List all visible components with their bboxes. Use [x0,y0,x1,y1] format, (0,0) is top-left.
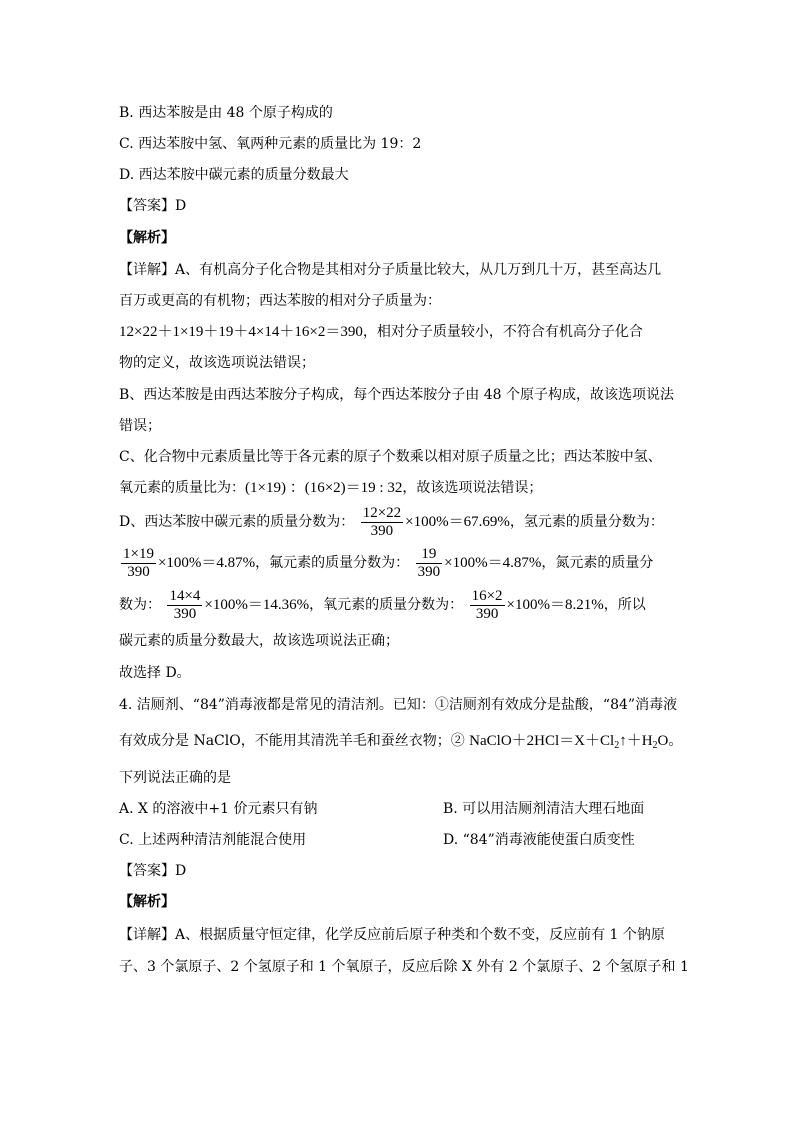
q3-answer: 【答案】D [119,198,187,214]
q3-detail-b-line1: B、西达苯胺是由西达苯胺分子构成，每个西达苯胺分子由 48 个原子构成，故该选项说法 [119,387,675,403]
q4-option-c: C. 上述两种清洁剂能混合使用 [119,832,307,848]
q3-detail-a-line2: 百万或更高的有机物；西达苯胺的相对分子质量为： [119,293,441,309]
q3-detail-d-conclusion: 碳元素的质量分数最大，故该选项说法正确； [119,633,399,649]
q4-stem-line3: 下列说法正确的是 [119,770,231,786]
q3-detail-d-line2: $\frac{1\times 19}{390}$ ×100%＝4.87%，氟元素的质量分数为： $\frac{19}{390}$ ×100%＝4.87%，氮元素的质量分 [123,545,654,580]
q3-detail-d-line3: 数为： $\frac{14\times 4}{390}$ ×100%＝14.36%，氧元素的质量分数为： $\frac{16\times 2}{390}$ ×100%＝8.21%，所以 [119,587,646,622]
q4-detail-line2: 子、3 个氯原子、2 个氢原子和 1 个氧原子，反应后除 X 外有 2 个氯原子、2 个氢原子和 1 [119,959,689,975]
q3-detail-c-line2: 氧元素的质量比为：(1×19) ：(16×2)＝19 : 32，故该选项说法错误； [119,480,543,496]
q3-detail-c-line1: C、化合物中元素质量比等于各元素的原子个数乘以相对原子质量之比；西达苯胺中氢、 [119,449,662,465]
q4-option-b: B. 可以用洁厕剂清洁大理石地面 [443,801,645,817]
oxygen-fraction: $\frac{16\times 2}{390}$ [471,587,503,622]
q3-option-b: B. 西达苯胺是由 48 个原子构成的 [119,105,333,121]
q3-option-c: C. 西达苯胺中氢、氧两种元素的质量比为 19：2 [119,136,422,152]
q3-detail-b-line2: 错误； [119,418,161,434]
q3-detail-d-line1: D、西达苯胺中碳元素的质量分数为： $\frac{12\times 22}{390}$ ×100%＝67.69%，氢元素的质量分数为： [119,504,664,539]
q3-detail-a-line4: 物的定义，故该选项说法错误； [119,355,315,371]
molar-mass-formula: 12×22＋1×19＋19＋4×14＋16×2＝390 [119,324,363,340]
q4-option-d: D. “84”消毒液能使蛋白质变性 [443,832,635,848]
fluorine-fraction: $\frac{19}{390}$ [417,545,441,580]
chemical-equation: $NaClO+2HCl=X+Cl_2↑+H_2O$ [469,733,669,751]
q3-choose: 故选择 D。 [119,665,191,681]
q4-stem-line2: 有效成分是 NaClO，不能用其清洗羊毛和蚕丝衣物；② $NaClO+2HCl=X+Cl_2↑+H_2O$。 [119,733,683,751]
q4-option-a: A. X 的溶液中+1 价元素只有钠 [119,801,318,817]
q4-answer: 【答案】D [119,863,187,879]
mass-ratio-formula: (1×19) ：(16×2)＝19 : 32 [245,480,403,496]
nitrogen-fraction: $\frac{14\times 4}{390}$ [169,587,201,622]
q4-detail-line1: 【详解】A、根据质量守恒定律，化学反应前后原子种类和个数不变，反应前有 1 个钠原 [119,927,665,943]
q3-detail-a-line1: 【详解】A、有机高分子化合物是其相对分子质量比较大，从几万到几十万，甚至高达几 [119,262,662,278]
q3-detail-a-line3: 12×22＋1×19＋19＋4×14＋16×2＝390，相对分子质量较小，不符合有机高分子化合 [119,324,643,340]
hydrogen-fraction: $\frac{1\times 19}{390}$ [123,545,154,580]
q3-option-d: D. 西达苯胺中碳元素的质量分数最大 [119,167,349,183]
q3-analysis-heading: 【解析】 [119,230,175,246]
q4-analysis-heading: 【解析】 [119,894,175,910]
q4-stem-line1: 4. 洁厕剂、“84”消毒液都是常见的清洁剂。已知：①洁厕剂有效成分是盐酸，“84”消毒液 [119,697,678,713]
carbon-fraction: $\frac{12\times 22}{390}$ [362,504,402,539]
